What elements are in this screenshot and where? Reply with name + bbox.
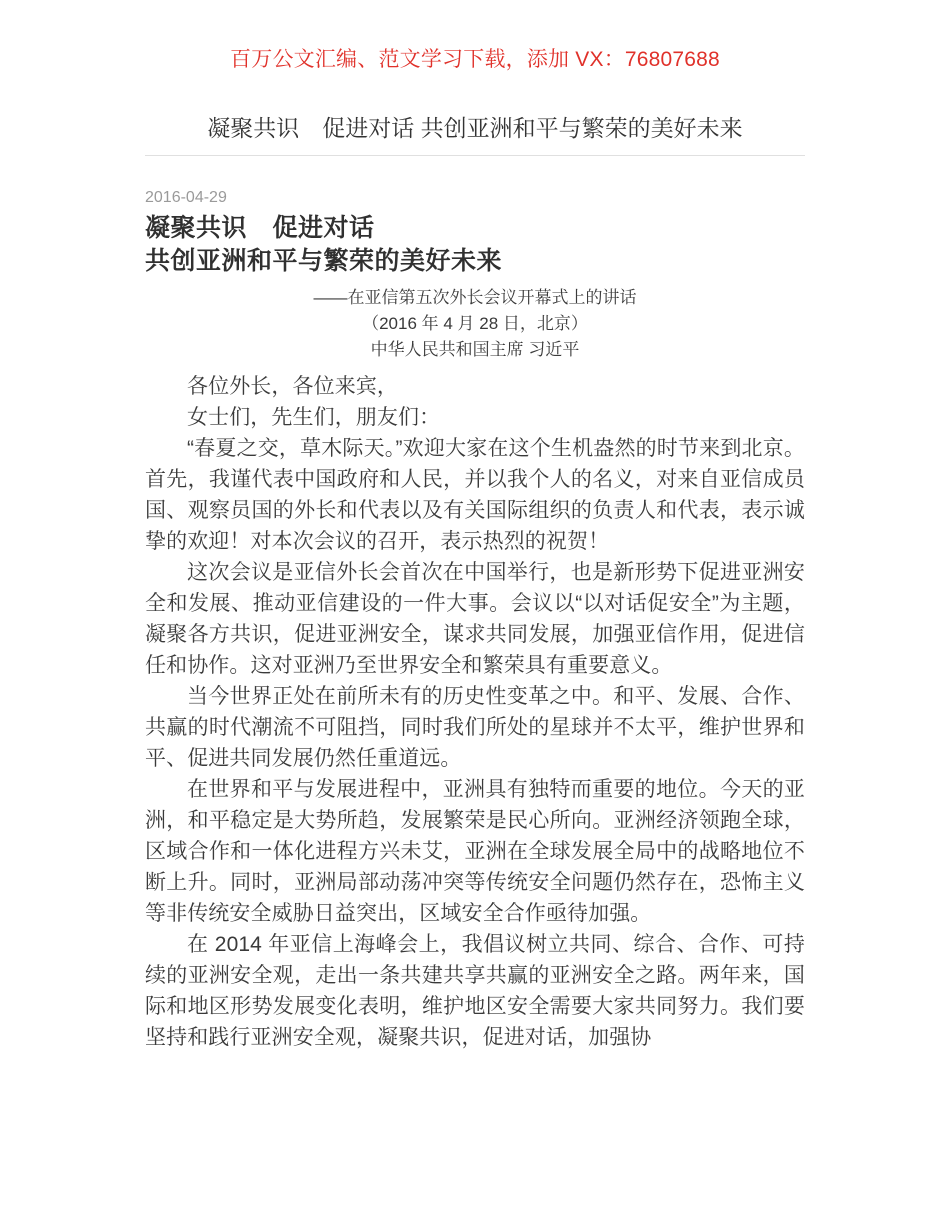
document-subtitles [145,285,805,363]
body-paragraph-2: 这次会议是亚信外长会首次在中国举行，也是新形势下促进亚洲安全和发展、推动亚信建设的一件大事。会议以“以对话促安全”为主题，凝聚各方共识，促进亚洲安全，谋求共同发展，加强亚信作用，促进信任和协作。这对亚洲乃至世界安全和繁荣具有重要意义。 [145,561,805,677]
body-paragraph-1: “春夏之交，草木际天。”欢迎大家在这个生机盎然的时节来到北京。首先，我谨代表中国政府和人民，并以我个人的名义，对来自亚信成员国、观察员国的外长和代表以及有关国际组织的负责人和代表，表示诚挚的欢迎！对本次会议的召开，表示热烈的祝贺！ [145,437,805,553]
subtitle-occasion: ——在亚信第五次外长会议开幕式上的讲话 [313,288,637,307]
document-title [145,212,805,278]
body-paragraph-3: 当今世界正处在前所未有的历史性变革之中。和平、发展、合作、共赢的时代潮流不可阻挡，同时我们所处的星球并不太平，维护世界和平、促进共同发展仍然任重道远。 [145,685,805,770]
heading-divider [145,155,805,156]
subtitle-speaker: 中华人民共和国主席 习近平 [370,340,580,359]
body-paragraph-4: 在世界和平与发展进程中，亚洲具有独特而重要的地位。今天的亚洲，和平稳定是大势所趋，发展繁荣是民心所向。亚洲经济领跑全球，区域合作和一体化进程方兴未艾，亚洲在全球发展全局中的战略地位不断上升。同时，亚洲局部动荡冲突等传统安全问题仍然存在，恐怖主义等非传统安全威胁日益突出，区域安全合作亟待加强。 [145,778,805,925]
subtitle-date-place: （2016 年 4 月 28 日，北京） [362,314,588,333]
document-body [145,186,805,1053]
document-prose [145,371,805,1053]
document-title-line-1: 凝聚共识 促进对话 [145,214,375,242]
document-title-line-2: 共创亚洲和平与繁荣的美好未来 [145,247,503,275]
body-paragraph-5: 在 2014 年亚信上海峰会上，我倡议树立共同、综合、合作、可持续的亚洲安全观，走出一条共建共享共赢的亚洲安全之路。两年来，国际和地区形势发展变化表明，维护地区安全需要大家共同努力。我们要坚持和践行亚洲安全观，凝聚共识，促进对话，加强协 [145,933,805,1049]
promo-banner: 百万公文汇编、范文学习下载，添加 VX：76807688 [230,48,720,71]
salutation-line-2: 女士们，先生们，朋友们： [187,406,441,429]
publish-date: 2016-04-29 [145,189,227,206]
article-heading: 凝聚共识 促进对话 共创亚洲和平与繁荣的美好未来 [207,115,743,141]
salutation-line-1: 各位外长，各位来宾， [187,375,398,398]
